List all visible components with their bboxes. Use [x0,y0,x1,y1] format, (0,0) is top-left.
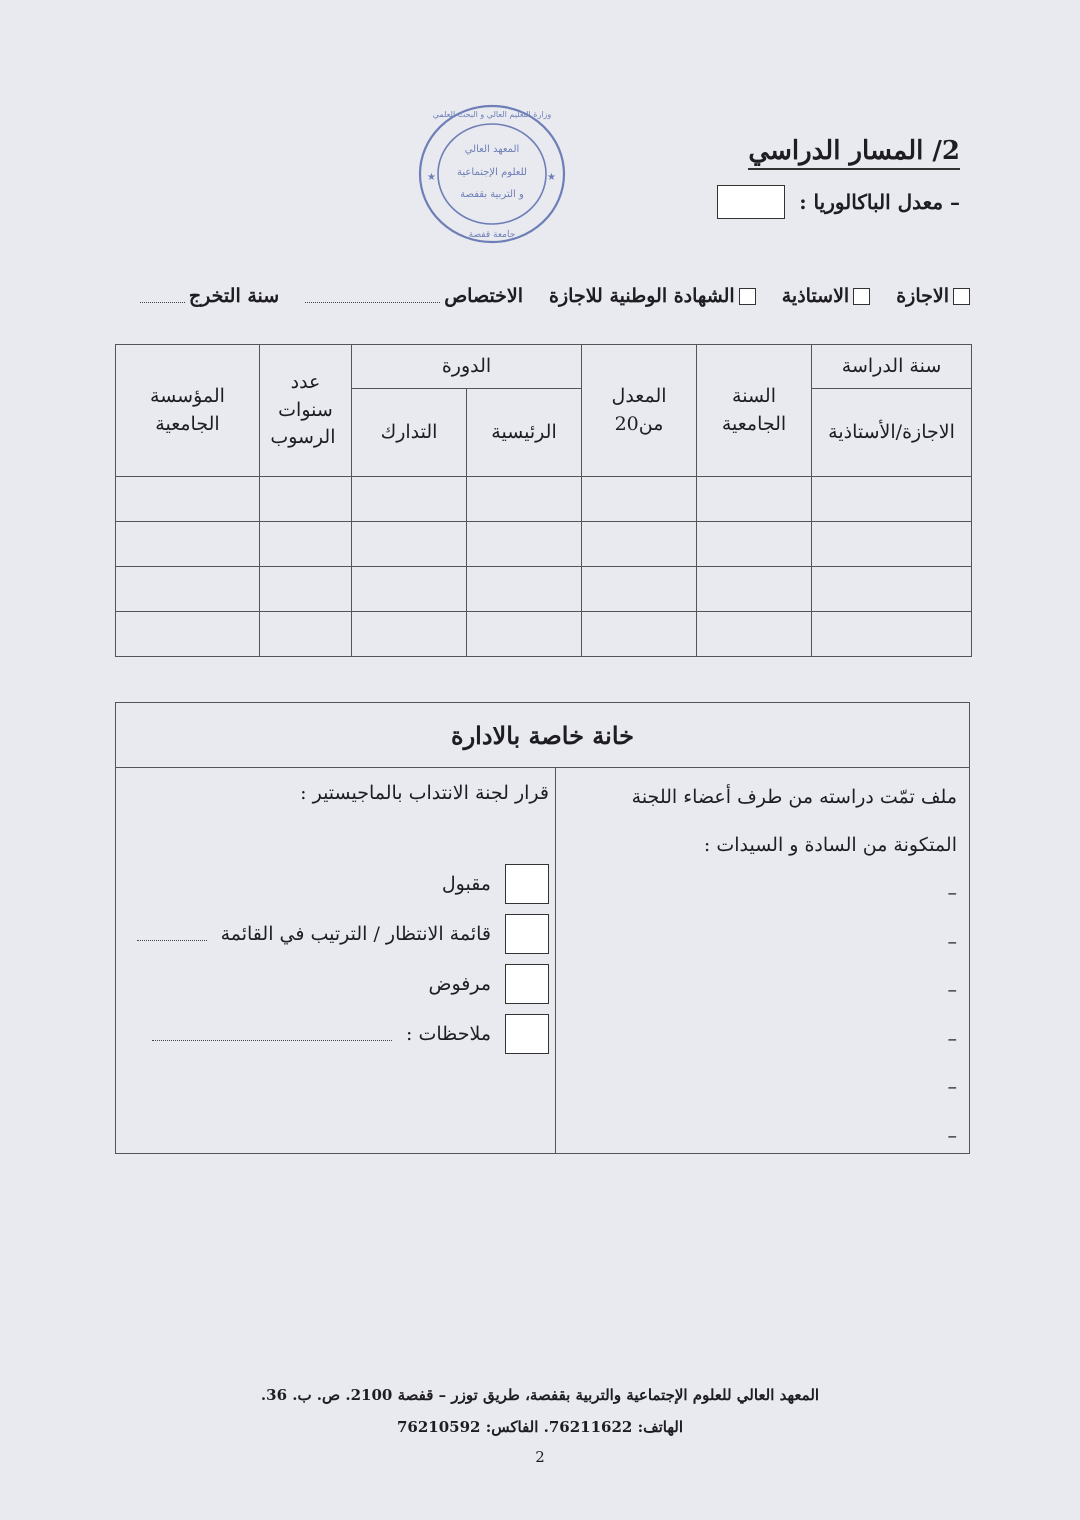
table-cell[interactable] [697,567,812,612]
table-cell[interactable] [697,522,812,567]
national-licence-label: الشهادة الوطنية للاجازة [549,285,735,307]
admin-box [115,702,970,1154]
svg-text:وزارة التعليم العالي و البحث ا: وزارة التعليم العالي و البحث العلمي [432,110,552,119]
committee-member-line[interactable]: – [947,979,957,1001]
table-cell[interactable] [582,522,697,567]
specialty-field[interactable] [305,285,523,307]
table-cell[interactable] [467,477,582,522]
table-row [116,522,972,567]
footer-address: المعهد العالي للعلوم الإجتماعية والتربية بقفصة، طريق توزر – قفصة 2100. ص. ب. 36. [260,1386,820,1404]
table-cell[interactable] [812,522,972,567]
col-header-failed-years: عدد سنوات الرسوب [260,345,352,477]
committee-line-1: ملف تمّت دراسته من طرف أعضاء اللجنة [631,786,957,808]
specialty-dotted-line[interactable] [305,290,440,303]
section-title: 2/ المسار الدراسي [748,136,960,170]
table-cell[interactable] [352,612,467,657]
table-cell[interactable] [116,477,260,522]
committee-line-2: المتكونة من السادة و السيدات : [703,834,957,856]
committee-section [562,773,957,1160]
maitrise-checkbox[interactable] [853,288,870,305]
admin-box-title: خانة خاصة بالادارة [116,703,969,768]
table-cell[interactable] [467,567,582,612]
table-cell[interactable] [116,567,260,612]
col-header-degree-type: الاجازة/الأستاذية [812,389,972,477]
table-row [116,477,972,522]
degree-line [140,285,970,307]
col-header-session-catchup: التدارك [352,389,467,477]
table-cell[interactable] [582,477,697,522]
table-cell[interactable] [582,567,697,612]
table-cell[interactable] [812,477,972,522]
rejected-checkbox[interactable] [505,964,549,1004]
committee-member-line[interactable]: – [947,1027,957,1050]
table-cell[interactable] [352,567,467,612]
table-cell[interactable] [812,567,972,612]
col-header-average: المعدل من20 [582,345,697,477]
svg-text:★: ★ [547,172,556,183]
table-cell[interactable] [352,522,467,567]
footer-phone-fax: الهاتف: 76211622. الفاكس: 76210592 [396,1418,684,1436]
degree-option-national-licence[interactable] [549,285,756,307]
licence-label: الاجازة [896,285,949,307]
decision-title: قرار لجنة الانتداب بالماجيستير : [300,782,549,804]
institution-stamp [417,102,567,247]
table-cell[interactable] [260,612,352,657]
graduation-year-dotted-line[interactable] [140,290,185,303]
degree-option-licence[interactable] [896,285,970,307]
committee-member-line[interactable]: – [947,930,957,953]
committee-member-line[interactable]: – [947,1124,957,1147]
bac-average-field[interactable] [717,185,785,219]
svg-text:جامعة قفصة: جامعة قفصة [468,230,516,240]
table-cell[interactable] [582,612,697,657]
table-cell[interactable] [260,567,352,612]
bac-average-row [717,185,960,219]
waitlist-rank-line[interactable] [137,928,207,941]
admin-divider [555,767,556,1153]
accepted-checkbox[interactable] [505,864,549,904]
national-licence-checkbox[interactable] [739,288,756,305]
notes-line[interactable] [152,1028,392,1041]
svg-text:المعهد العالي: المعهد العالي [464,144,520,155]
committee-member-line[interactable]: – [947,1076,957,1098]
rejected-label: مرفوض [428,973,491,995]
committee-member-line[interactable]: – [947,882,957,904]
col-header-institution: المؤسسة الجامعية [116,345,260,477]
decision-section [124,773,549,1059]
notes-label: ملاحظات : [406,1023,491,1045]
table-cell[interactable] [697,477,812,522]
table-row [116,612,972,657]
table-cell[interactable] [812,612,972,657]
col-header-academic-year: السنة الجامعية [697,345,812,477]
col-header-session-main: الرئيسية [467,389,582,477]
notes-checkbox[interactable] [505,1014,549,1054]
graduation-year-label: سنة التخرج [188,285,280,307]
table-cell[interactable] [467,522,582,567]
decision-rejected[interactable] [124,959,549,1009]
table-cell[interactable] [352,477,467,522]
svg-text:★: ★ [427,172,436,183]
page-number: 2 [535,1448,545,1466]
decision-accepted[interactable] [124,859,549,909]
waitlist-label: قائمة الانتظار / الترتيب في القائمة [220,923,491,945]
table-cell[interactable] [467,612,582,657]
table-cell[interactable] [116,522,260,567]
decision-waitlist[interactable] [124,909,549,959]
specialty-label: الاختصاص [444,285,524,307]
table-cell[interactable] [260,477,352,522]
licence-checkbox[interactable] [953,288,970,305]
svg-text:و التربية بقفصة: و التربية بقفصة [460,189,524,200]
decision-notes[interactable] [124,1009,549,1059]
studies-table [115,344,972,657]
table-cell[interactable] [116,612,260,657]
col-header-year-of-study: سنة الدراسة [812,345,972,389]
degree-option-maitrise[interactable] [782,285,871,307]
table-cell[interactable] [697,612,812,657]
maitrise-label: الاستاذية [781,285,850,307]
table-row [116,567,972,612]
graduation-year-field[interactable] [140,285,279,307]
bac-average-label: – معدل الباكالوريا : [799,190,960,214]
accepted-label: مقبول [441,873,491,895]
waitlist-checkbox[interactable] [505,914,549,954]
svg-text:للعلوم الإجتماعية: للعلوم الإجتماعية [457,167,527,178]
col-header-session: الدورة [352,345,582,389]
table-cell[interactable] [260,522,352,567]
